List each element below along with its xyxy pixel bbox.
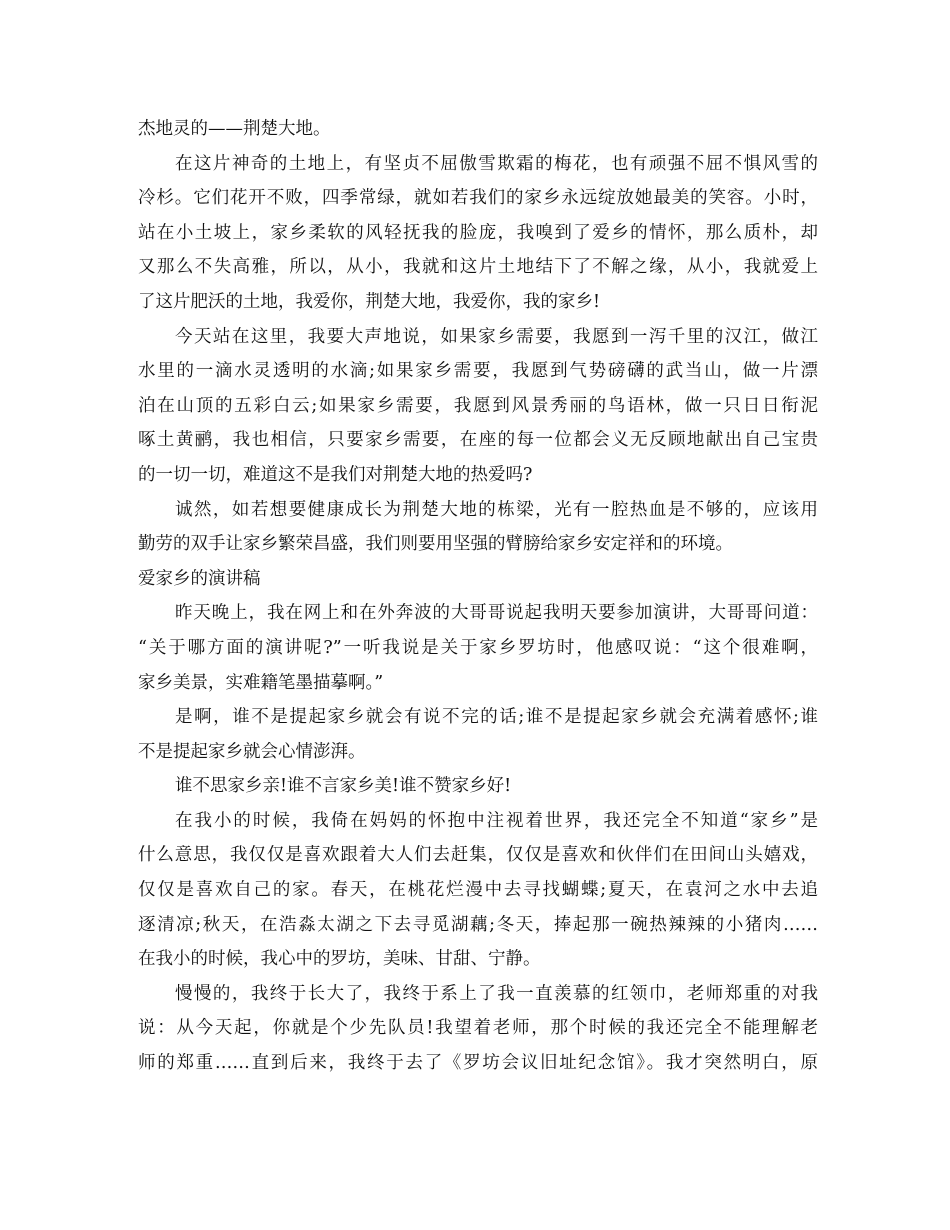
text-line: 慢慢的，我终于长大了，我终于系上了我一直羡慕的红领巾，老师郑重的对我 (175, 983, 818, 1004)
text-line: 在我小的时候，我倚在妈妈的怀抱中注视着世界，我还完全不知道“家乡”是 (175, 810, 818, 831)
text-line: 又那么不失高雅，所以，从小，我就和这片土地结下了不解之缘，从小，我就爱上 (138, 257, 818, 278)
text-line: 啄土黄鹂，我也相信，只要家乡需要，在座的每一位都会义无反顾地献出自己宝贵 (138, 430, 818, 451)
text-line: 站在小土坡上，家乡柔软的风轻抚我的脸庞，我嗅到了爱乡的情怀，那么质朴，却 (138, 222, 818, 243)
text-line: 杰地灵的——荆楚大地。 (138, 119, 331, 139)
text-line: 仅仅是喜欢自己的家。春天，在桃花烂漫中去寻找蝴蝶;夏天，在袁河之水中去追 (138, 880, 818, 901)
text-line: 勤劳的双手让家乡繁荣昌盛，我们则要用坚强的臂膀给家乡安定祥和的环境。 (138, 534, 733, 555)
text-line: 泊在山顶的五彩白云;如果家乡需要，我愿到风景秀丽的鸟语林，做一只日日衔泥 (138, 395, 818, 416)
text-line: 在这片神奇的土地上，有坚贞不屈傲雪欺霜的梅花，也有顽强不屈不惧风雪的 (175, 153, 818, 174)
text-line: 什么意思，我仅仅是喜欢跟着大人们去赶集，仅仅是喜欢和伙伴们在田间山头嬉戏， (138, 845, 818, 866)
text-line: 谁不思家乡亲!谁不言家乡美!谁不赞家乡好! (175, 776, 512, 797)
text-line: 今天站在这里，我要大声地说，如果家乡需要，我愿到一泻千里的汉江，做江 (175, 326, 818, 347)
text-line: 的一切一切，难道这不是我们对荆楚大地的热爱吗? (138, 464, 533, 485)
text-line: 是啊，谁不是提起家乡就会有说不完的话;谁不是提起家乡就会充满着感怀;谁 (175, 707, 818, 728)
text-line: 家乡美景，实难籍笔墨描摹啊。” (138, 672, 384, 693)
text-line: 在我小的时候，我心中的罗坊，美味、甘甜、宁静。 (138, 949, 541, 970)
text-line: 昨天晚上，我在网上和在外奔波的大哥哥说起我明天要参加演讲，大哥哥问道： (175, 603, 818, 624)
text-line: 逐清凉;秋天，在浩淼太湖之下去寻觅湖藕;冬天，捧起那一碗热辣辣的小猪肉…… (138, 914, 818, 935)
text-line: 诚然，如若想要健康成长为荆楚大地的栋梁，光有一腔热血是不够的，应该用 (175, 499, 818, 520)
text-line: 不是提起家乡就会心情澎湃。 (138, 741, 366, 762)
document-page (138, 112, 818, 1081)
text-line: 了这片肥沃的土地，我爱你，荆楚大地，我爱你，我的家乡! (138, 291, 601, 312)
text-line: “关于哪方面的演讲呢?”一听我说是关于家乡罗坊时，他感叹说：“这个很难啊， (138, 637, 818, 658)
text-line: 水里的一滴水灵透明的水滴;如果家乡需要，我愿到气势磅礴的武当山，做一片漂 (138, 361, 818, 382)
text-line: 说：从今天起，你就是个少先队员!我望着老师，那个时候的我还完全不能理解老 (138, 1018, 818, 1039)
text-line: 师的郑重……直到后来，我终于去了《罗坊会议旧址纪念馆》。我才突然明白，原 (138, 1053, 818, 1074)
section-heading: 爱家乡的演讲稿 (138, 568, 261, 589)
text-line: 冷杉。它们花开不败，四季常绿，就如若我们的家乡永远绽放她最美的笑容。小时， (138, 188, 818, 209)
